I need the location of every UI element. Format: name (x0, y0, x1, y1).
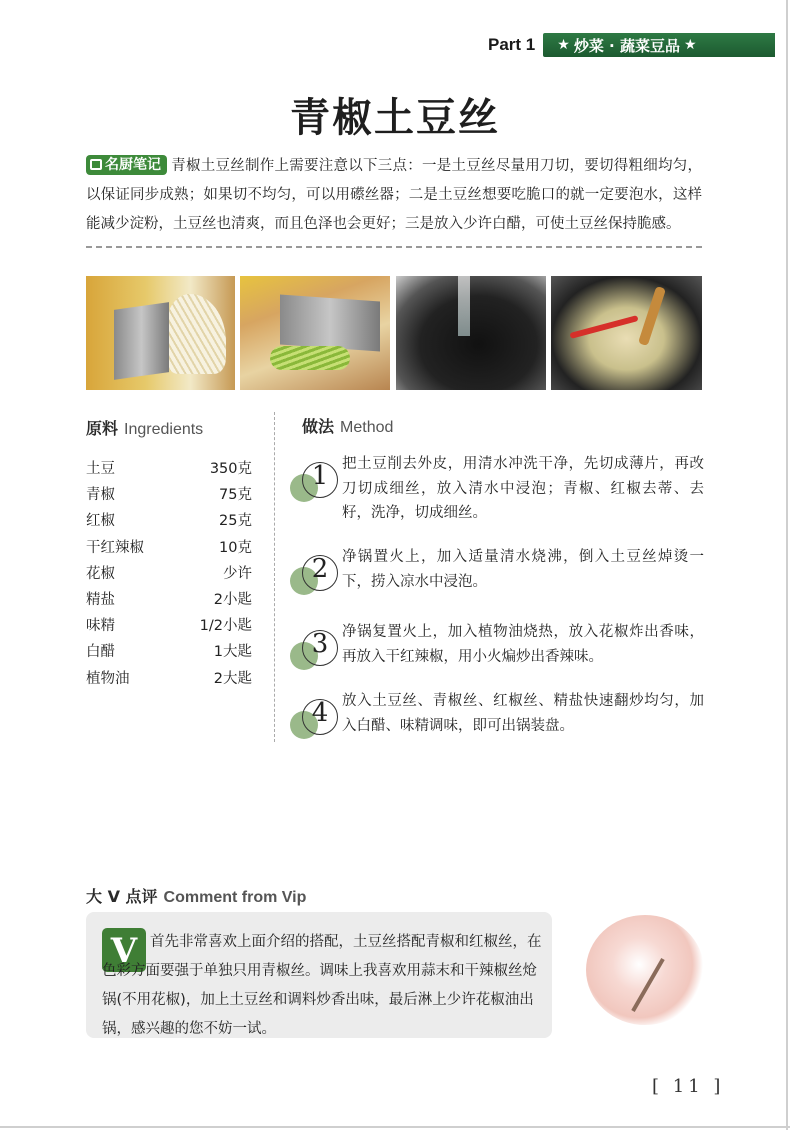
pepper-strips (270, 346, 350, 370)
section-label: 炒菜 · 蔬菜豆品 (573, 36, 680, 55)
ingredients-label: 原料 (86, 419, 119, 438)
flower-decoration (586, 915, 704, 1025)
ingredient-qty: 75克 (219, 487, 252, 504)
step-photo-stir-fry (551, 276, 702, 390)
ingredient-qty: 1/2小匙 (199, 618, 252, 635)
book-icon (90, 159, 102, 170)
step-text: 净锅置火上，加入适量清水烧沸，倒入土豆丝焯烫一下，捞入凉水中浸泡。 (342, 549, 704, 590)
water-stream (458, 276, 470, 336)
part-label: Part 1 (488, 35, 536, 54)
chef-notes (86, 152, 702, 239)
page-edge-right (786, 0, 788, 1130)
flower-stem (631, 958, 664, 1012)
ingredient-qty: 1大匙 (213, 644, 252, 661)
step-number-badge (290, 695, 342, 743)
vip-comment-heading (86, 884, 306, 907)
step-text: 放入土豆丝、青椒丝、红椒丝、精盐快速翻炒均匀，加入白醋、味精调味，即可出锅装盘。 (342, 693, 704, 734)
step-number: 1 (311, 461, 329, 491)
recipe-title: 青椒土豆丝 (290, 94, 500, 141)
ingredient-item (86, 613, 252, 639)
ingredients-label-en: Ingredients (124, 421, 204, 438)
chapter-header (488, 32, 775, 58)
step-number-badge (290, 626, 342, 674)
ingredient-name: 精盐 (86, 591, 115, 608)
step-number: 4 (311, 698, 329, 728)
spatula (638, 286, 666, 346)
method-label: 做法 (302, 417, 335, 436)
ingredient-item (86, 456, 252, 482)
ingredient-qty: 10克 (219, 539, 252, 556)
ingredient-name: 味精 (86, 618, 115, 635)
chili-strip (569, 315, 638, 339)
section-banner (543, 33, 775, 57)
ingredient-qty: 25克 (219, 513, 252, 530)
chef-notes-badge (86, 155, 167, 175)
chef-notes-text: 青椒土豆丝制作上需要注意以下三点：一是土豆丝尽量用刀切，要切得粗细均匀，以保证同步成熟；如果切不均匀，可以用礤丝器；二是土豆丝想要吃脆口的就一定要泡水，这样能减少淀粉，土豆丝也清爽，而且色泽也会更好；三是放入少许白醋，可使土豆丝保持脆感。 (86, 158, 702, 232)
ingredient-qty: 350克 (209, 461, 252, 477)
knife-blade (280, 295, 380, 352)
ingredients-heading (86, 416, 203, 439)
chef-notes-badge-label: 名厨笔记 (105, 157, 161, 173)
step-number: 2 (311, 554, 329, 584)
ingredient-item (86, 587, 252, 613)
step-text: 净锅复置火上，加入植物油烧热，放入花椒炸出香味，再放入干红辣椒，用小火煸炒出香辣味。 (342, 624, 704, 665)
ingredient-name: 花椒 (86, 565, 115, 582)
method-step (290, 689, 704, 743)
vip-comment-label-en: Comment from Vip (163, 889, 307, 906)
ingredient-list (86, 456, 252, 692)
step-photo-slicing-potato (86, 276, 235, 390)
ingredient-item (86, 535, 252, 561)
method-step (290, 620, 704, 674)
step-number-badge (290, 458, 342, 506)
method-heading (302, 414, 393, 437)
dashed-divider (86, 246, 702, 248)
star-icon: ★ (557, 37, 570, 53)
step-photo-boiling-water (396, 276, 546, 390)
knife-blade (114, 302, 169, 380)
ingredient-name: 干红辣椒 (86, 539, 144, 556)
ingredient-name: 青椒 (86, 487, 115, 504)
step-photo-cutting-pepper (240, 276, 390, 390)
page-number: [ 11 ] (652, 1076, 725, 1097)
ingredient-item (86, 508, 252, 534)
ingredient-item (86, 666, 252, 692)
ingredient-name: 土豆 (86, 461, 115, 477)
ingredient-qty: 2小匙 (213, 591, 252, 608)
ingredient-qty: 2大匙 (213, 670, 252, 687)
ingredient-item (86, 482, 252, 508)
step-number: 3 (311, 629, 329, 659)
ingredient-name: 白醋 (86, 644, 115, 661)
page-edge-bottom (0, 1126, 790, 1128)
step-text: 把土豆削去外皮，用清水冲洗干净，先切成薄片，再改刀切成细丝，放入清水中浸泡；青椒、红椒去蒂、去籽，洗净，切成细丝。 (342, 456, 704, 521)
star-icon: ★ (683, 37, 697, 53)
potato-slices (166, 294, 226, 374)
method-step (290, 545, 704, 599)
ingredient-qty: 少许 (223, 565, 252, 582)
ingredient-item (86, 561, 252, 587)
vip-initial-badge: V (102, 928, 146, 972)
ingredient-name: 红椒 (86, 513, 115, 530)
ingredient-item (86, 639, 252, 665)
column-divider (274, 412, 275, 742)
method-label-en: Method (340, 419, 394, 436)
ingredient-name: 植物油 (86, 670, 130, 687)
vip-comment-text: 首先非常喜欢上面介绍的搭配，土豆丝搭配青椒和红椒丝，在色彩方面要强于单独只用青椒丝。调味上我喜欢用蒜末和干辣椒丝炝锅(不用花椒)，加上土豆丝和调料炒香出味，最后淋上少许花椒油出锅，感兴趣的您不妨一试。 (102, 934, 542, 1037)
method-step (290, 452, 704, 526)
vip-comment-label: 大 V 点评 (86, 887, 158, 906)
step-number-badge (290, 551, 342, 599)
